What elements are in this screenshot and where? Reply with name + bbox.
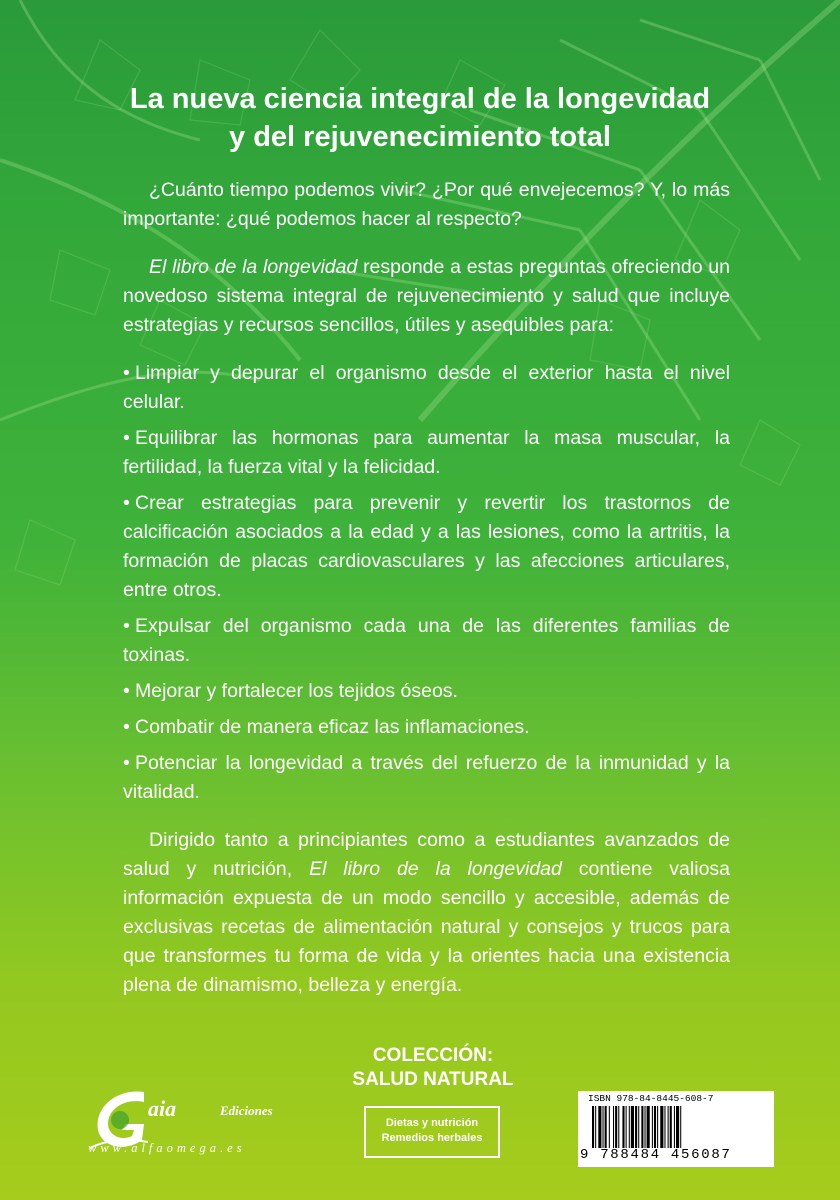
list-item: • Mejorar y fortalecer los tejidos óseos.	[123, 677, 730, 706]
book-paragraph-text: responde a estas preguntas ofreciendo un novedoso sistema integral de rejuvenecimiento y salud que incluye estrategias y recursos sencillos, útiles y asequibles para:	[123, 256, 730, 336]
isbn-barcode	[578, 1091, 774, 1167]
publisher-imprint: Ediciones	[220, 1103, 273, 1118]
barcode-stripe	[635, 1106, 637, 1148]
list-item: • Crear estrategias para prevenir y revertir los trastornos de calcificación asociados a la edad y a las lesiones, como la artritis, la formación de placas cardiovasculares y las afecciones articulares, entre otros.	[123, 489, 730, 605]
list-item: • Expulsar del organismo cada una de las diferentes familias de toxinas.	[123, 612, 730, 670]
barcode-stripe	[615, 1106, 617, 1148]
barcode-bars	[592, 1106, 768, 1148]
barcode-stripe	[674, 1106, 675, 1148]
barcode-stripe	[647, 1106, 650, 1148]
bullet-icon: •	[123, 752, 130, 774]
barcode-stripe	[676, 1106, 679, 1148]
headline	[60, 80, 780, 156]
barcode-stripe	[652, 1106, 653, 1148]
list-item: • Limpiar y depurar el organismo desde el exterior hasta el nivel celular.	[123, 359, 730, 417]
barcode-stripe	[629, 1106, 630, 1148]
barcode-stripe	[645, 1106, 646, 1148]
list-item: • Combatir de manera eficaz las inflamaciones.	[123, 713, 730, 742]
collection-label: COLECCIÓN:	[372, 1045, 494, 1066]
collection-heading	[338, 1044, 528, 1092]
barcode-stripe	[595, 1106, 596, 1148]
book-title-italic: El libro de la longevidad	[149, 256, 358, 278]
barcode-stripe	[626, 1106, 627, 1148]
barcode-digits: 9 788484 456087	[580, 1147, 732, 1163]
barcode-stripe	[613, 1106, 614, 1148]
intro-paragraph: ¿Cuánto tiempo podemos vivir? ¿Por qué envejecemos? Y, lo más importante: ¿qué podemos hacer al respecto?	[123, 179, 730, 230]
bullet-icon: •	[123, 362, 130, 384]
barcode-stripe	[592, 1106, 594, 1148]
headline-line-1: La nueva ciencia integral de la longevidad	[129, 83, 711, 115]
bullet-icon: •	[123, 427, 130, 449]
publisher-name: aia	[148, 1096, 177, 1121]
headline-line-2: y del rejuvenecimiento total	[229, 121, 611, 153]
barcode-stripe	[618, 1106, 619, 1148]
publisher-website: www.alfaomega.es	[88, 1141, 246, 1155]
barcode-stripe	[609, 1106, 610, 1148]
list-item: • Equilibrar las hormonas para aumentar la masa muscular, la fertilidad, la fuerza vital y la felicidad.	[123, 424, 730, 482]
barcode-stripe	[657, 1106, 658, 1148]
list-item: • Potenciar la longevidad a través del refuerzo de la inmunidad y la vitalidad.	[123, 749, 730, 807]
bullet-icon: •	[123, 615, 130, 637]
barcode-stripe	[638, 1106, 639, 1148]
isbn-label: ISBN 978-84-8445-608-7	[588, 1093, 714, 1104]
bullet-icon: •	[123, 680, 130, 702]
barcode-stripe	[603, 1106, 604, 1148]
collection-name: SALUD NATURAL	[352, 1069, 514, 1090]
barcode-stripe	[598, 1106, 601, 1148]
subject-diet: Dietas y nutrición	[385, 1117, 479, 1129]
bullet-icon: •	[123, 716, 130, 738]
book-paragraph	[123, 253, 730, 340]
barcode-stripe	[654, 1106, 656, 1148]
barcode-stripe	[631, 1106, 634, 1148]
barcode-stripe	[660, 1106, 663, 1148]
barcode-stripe	[641, 1106, 643, 1148]
bullet-icon: •	[123, 492, 130, 514]
audience-paragraph: Dirigido tanto a principiantes como a estudiantes avanzados de salud y nutrición, El libro de la longevidad contiene valiosa información expuesta de un modo sencillo y accesible, además de exclusivas recetas de alimentación natural y consejos y trucos para que transformes tu forma de vida y la orientes hacia una existencia plena de dinamismo, belleza y energía.	[123, 829, 731, 996]
subject-herbal: Remedios herbales	[381, 1132, 483, 1144]
description-body	[123, 176, 730, 1000]
barcode-stripe	[664, 1106, 665, 1148]
barcode-stripe	[605, 1106, 607, 1148]
benefits-list	[123, 359, 730, 807]
barcode-stripe	[622, 1106, 624, 1148]
barcode-stripe	[668, 1106, 669, 1148]
barcode-stripe	[680, 1106, 681, 1148]
barcode-stripe	[670, 1106, 672, 1148]
collection-subjects-box	[364, 1106, 500, 1158]
book-title-italic: El libro de la longevidad	[309, 858, 562, 880]
